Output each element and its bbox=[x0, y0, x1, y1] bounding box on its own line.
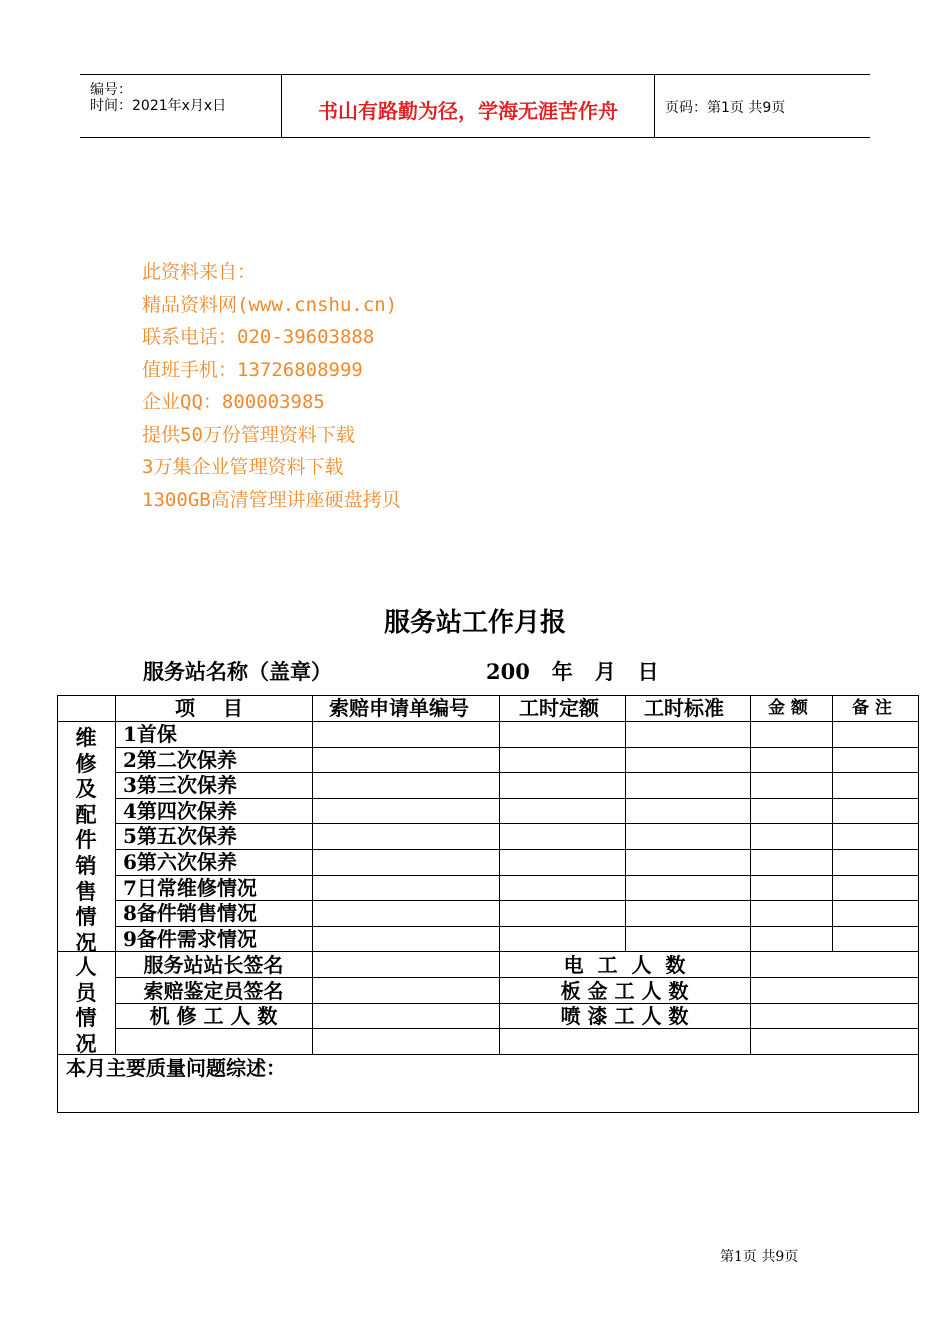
header-labor-standard: 工时标准 bbox=[644, 696, 724, 720]
page-header bbox=[80, 74, 870, 138]
source-line: 1300GB高清管理讲座硬盘拷贝 bbox=[142, 488, 401, 511]
table-row-label: 2第二次保养 bbox=[123, 748, 237, 772]
report-form-table bbox=[57, 695, 919, 1113]
mechanic-count-label: 机 修 工 人 数 bbox=[149, 1004, 278, 1028]
table-row-label: 1首保 bbox=[123, 722, 177, 746]
painter-count-label: 喷 漆 工 人 数 bbox=[560, 1004, 689, 1028]
motto: 书山有路勤为径，学海无涯苦作舟 bbox=[318, 99, 618, 123]
header-amount: 金 额 bbox=[768, 698, 808, 718]
time-label: 时间：2021年x月x日 bbox=[90, 98, 227, 114]
electrician-count-label: 电 工 人 数 bbox=[563, 953, 686, 977]
report-title: 服务站工作月报 bbox=[383, 608, 566, 638]
table-row-label: 7日常维修情况 bbox=[123, 876, 257, 900]
table-row-label: 4第四次保养 bbox=[123, 799, 237, 823]
header-page-cell bbox=[655, 75, 870, 137]
table-row-label: 8备件销售情况 bbox=[123, 901, 257, 925]
header-labor-quota: 工时定额 bbox=[519, 696, 599, 720]
quality-summary-label: 本月主要质量问题综述： bbox=[66, 1056, 286, 1080]
source-line: 3万集企业管理资料下载 bbox=[142, 456, 344, 478]
station-manager-signature-label: 服务站站长签名 bbox=[143, 953, 284, 977]
claim-assessor-signature-label: 索赔鉴定员签名 bbox=[143, 979, 284, 1003]
section-repair-parts-label: 维 修 及 配 件 销 售 情 况 bbox=[75, 725, 97, 955]
section-personnel-label: 人 员 情 况 bbox=[75, 954, 97, 1056]
header-remarks: 备 注 bbox=[852, 698, 892, 718]
page-footer: 第1页 共9页 bbox=[720, 1249, 799, 1265]
header-item: 项 目 bbox=[175, 696, 243, 720]
page-label: 页码：第1页 共9页 bbox=[665, 100, 786, 116]
source-info-block bbox=[142, 256, 401, 516]
header-claim-number: 索赔申请单编号 bbox=[329, 696, 469, 720]
table-row-label: 3第三次保养 bbox=[123, 773, 237, 797]
table-row-label: 6第六次保养 bbox=[123, 850, 237, 874]
station-name-label: 服务站名称（盖章） bbox=[143, 659, 332, 684]
table-row-label: 5第五次保养 bbox=[123, 824, 237, 848]
source-line: 此资料来自： bbox=[142, 261, 257, 283]
header-info-cell bbox=[80, 75, 282, 137]
number-label: 编号： bbox=[90, 82, 132, 98]
source-line: 企业QQ：800003985 bbox=[142, 391, 325, 413]
sheet-metal-count-label: 板 金 工 人 数 bbox=[560, 979, 689, 1003]
source-line: 值班手机：13726808999 bbox=[142, 358, 363, 381]
source-line: 联系电话：020-39603888 bbox=[142, 326, 375, 348]
date-line: 200 年 月 日 bbox=[486, 659, 659, 684]
source-line: 精品资料网(www.cnshu.cn) bbox=[142, 293, 398, 316]
source-line: 提供50万份管理资料下载 bbox=[142, 423, 355, 446]
header-motto-cell bbox=[282, 75, 655, 137]
table-row-label: 9备件需求情况 bbox=[123, 927, 257, 951]
